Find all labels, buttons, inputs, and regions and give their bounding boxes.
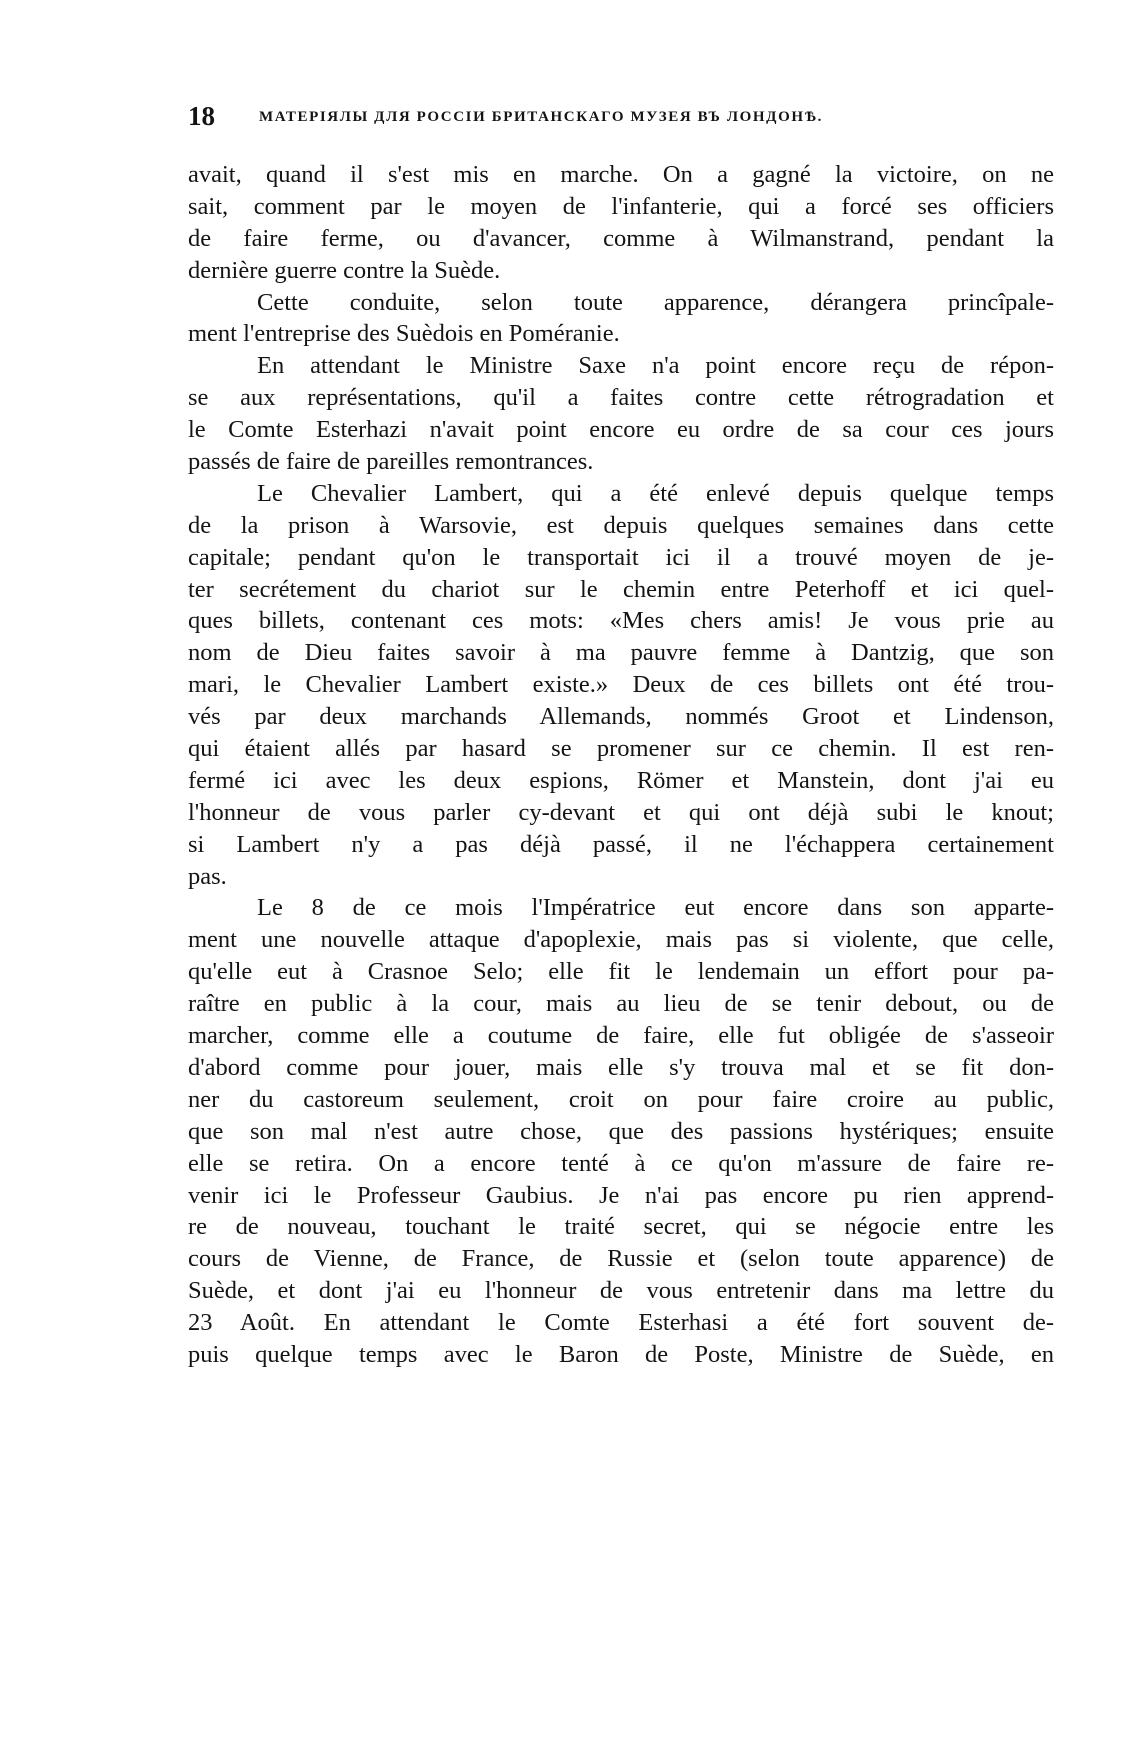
- page-number: 18: [188, 101, 215, 131]
- text-line: qui étaient allés par hasard se promener sur ce chemin. Il est ren-: [188, 735, 1054, 763]
- text-line: venir ici le Professeur Gaubius. Je n'ai pas encore pu rien apprend-: [188, 1181, 1054, 1209]
- text-line: avait, quand il s'est mis en marche. On a gagné la victoire, on ne: [188, 161, 1054, 188]
- paragraph-5: [188, 892, 1054, 1370]
- text-line: l'honneur de vous parler cy-devant et qui ont déjà subi le knout;: [188, 798, 1054, 826]
- text-line: Cette conduite, selon toute apparence, dérangera princîpale-: [257, 288, 1054, 316]
- text-line: capitale; pendant qu'on le transportait ici il a trouvé moyen de je-: [188, 543, 1054, 571]
- body-text: [188, 159, 1054, 1371]
- text-line: ment l'entreprise des Suèdois en Poméranie.: [188, 320, 620, 348]
- text-line: re de nouveau, touchant le traité secret, qui se négocie entre les: [188, 1213, 1054, 1241]
- text-line: passés de faire de pareilles remontrances.: [188, 448, 594, 476]
- text-line: nom de Dieu faites savoir à ma pauvre femme à Dantzig, que son: [188, 639, 1054, 667]
- text-line: si Lambert n'y a pas déjà passé, il ne l'échappera certainement: [188, 830, 1054, 858]
- text-line: ques billets, contenant ces mots: «Mes chers amis! Je vous prie au: [188, 607, 1054, 635]
- paragraph-1: [188, 159, 1054, 287]
- text-line: ner du castoreum seulement, croit on pour faire croire au public,: [188, 1085, 1054, 1113]
- text-line: fermé ici avec les deux espions, Römer et Manstein, dont j'ai eu: [188, 766, 1054, 794]
- text-line: dernière guerre contre la Suède.: [188, 256, 501, 284]
- text-line: d'abord comme pour jouer, mais elle s'y trouva mal et se fit don-: [188, 1053, 1054, 1081]
- text-line: elle se retira. On a encore tenté à ce qu'on m'assure de faire re-: [188, 1149, 1054, 1177]
- text-line: de la prison à Warsovie, est depuis quelques semaines dans cette: [188, 511, 1054, 539]
- text-line: Le 8 de ce mois l'Impératrice eut encore dans son apparte-: [257, 894, 1054, 922]
- text-line: le Comte Esterhazi n'avait point encore eu ordre de sa cour ces jours: [188, 416, 1054, 444]
- text-line: Le Chevalier Lambert, qui a été enlevé depuis quelque temps: [257, 479, 1054, 507]
- running-title: МАТЕРІЯЛЫ ДЛЯ РОССІИ БРИТАНСКАГО МУЗЕЯ ВЪ ЛОНДОНѢ.: [259, 109, 824, 125]
- text-line: de faire ferme, ou d'avancer, comme à Wilmanstrand, pendant la: [188, 224, 1054, 252]
- text-line: se aux représentations, qu'il a faites contre cette rétrogradation et: [188, 384, 1054, 412]
- paragraph-4: [188, 478, 1054, 893]
- text-line: marcher, comme elle a coutume de faire, elle fut obligée de s'asseoir: [188, 1022, 1054, 1050]
- text-line: ter secrétement du chariot sur le chemin entre Peterhoff et ici quel-: [188, 575, 1054, 603]
- text-line: sait, comment par le moyen de l'infanterie, qui a forcé ses officiers: [188, 192, 1054, 220]
- paragraph-3: [188, 350, 1054, 478]
- text-line: Suède, et dont j'ai eu l'honneur de vous entretenir dans ma lettre du: [188, 1277, 1054, 1305]
- text-line: vés par deux marchands Allemands, nommés Groot et Lindenson,: [188, 703, 1054, 731]
- text-line: En attendant le Ministre Saxe n'a point encore reçu de répon-: [257, 352, 1054, 380]
- text-line: puis quelque temps avec le Baron de Poste, Ministre de Suède, en: [188, 1340, 1054, 1368]
- text-line: cours de Vienne, de France, de Russie et (selon toute apparence) de: [188, 1245, 1054, 1273]
- paragraph-2: [188, 287, 1054, 351]
- text-line: que son mal n'est autre chose, que des passions hystériques; ensuite: [188, 1117, 1054, 1145]
- text-line: mari, le Chevalier Lambert existe.» Deux de ces billets ont été trou-: [188, 671, 1054, 699]
- text-line: pas.: [188, 862, 227, 890]
- page-header: [188, 101, 1048, 131]
- text-line: ment une nouvelle attaque d'apoplexie, mais pas si violente, que celle,: [188, 926, 1054, 954]
- text-line: 23 Août. En attendant le Comte Esterhasi a été fort souvent de-: [188, 1309, 1054, 1337]
- text-line: qu'elle eut à Crasnoe Selo; elle fit le lendemain un effort pour pa-: [188, 958, 1054, 986]
- text-line: raître en public à la cour, mais au lieu de se tenir debout, ou de: [188, 990, 1054, 1018]
